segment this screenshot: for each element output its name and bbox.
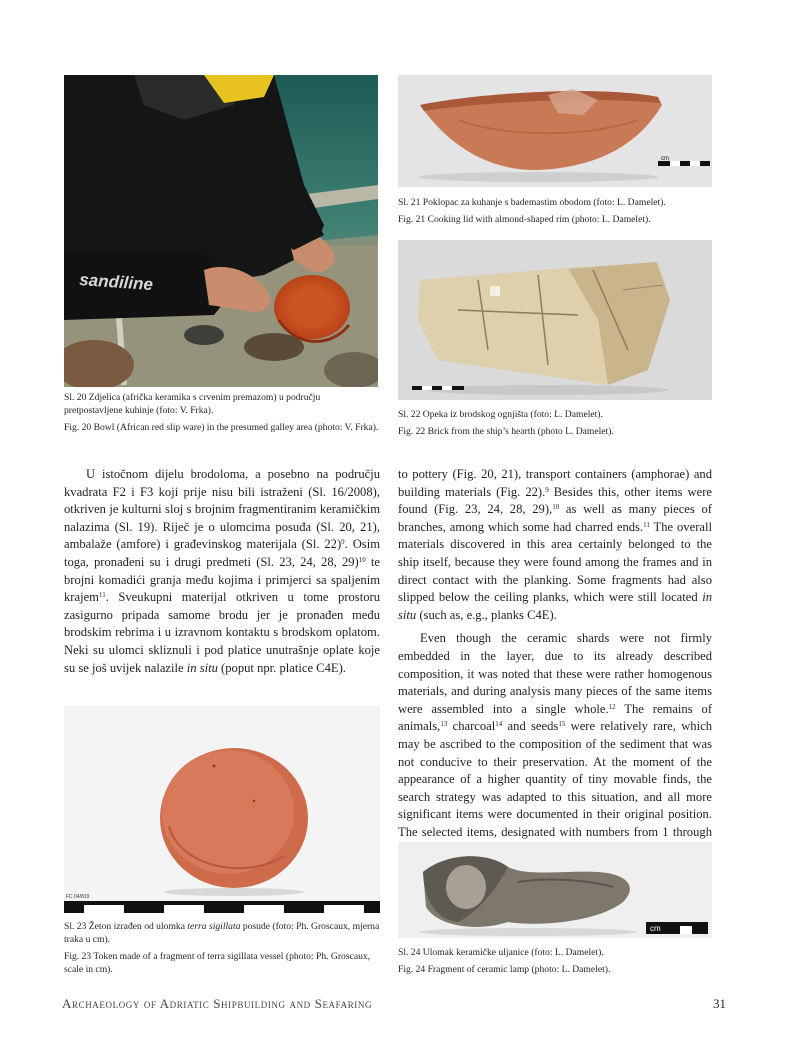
- fig21-caption-english: Fig. 21 Cooking lid with almond-shaped rim (photo: L. Damelet).: [398, 214, 651, 225]
- footnote-ref-15[interactable]: 15: [558, 720, 566, 729]
- fig23-image: [64, 706, 380, 913]
- diver-suit-brand: sandiline: [78, 270, 154, 295]
- english-text-b1: Even though the ceramic shards were not firmly embedded in the layer, due to its already described composition, it was noted that these were rather homogenous materials, and during analysis many pieces of the same items were assembled into a single whole.: [398, 631, 712, 716]
- fig20-photo: [64, 75, 378, 387]
- fig22-caption: [398, 408, 712, 438]
- fig23-caption-croatian-b: posude (foto: Ph. Groscaux, mjerna traka u cm).: [64, 921, 380, 945]
- footnote-ref-10-en[interactable]: 10: [552, 503, 560, 512]
- croatian-text-2: . Osim toga, pronađeni su i drugi predmeti (Sl. 23, 24, 28, 29): [64, 537, 380, 569]
- croatian-paragraph: [64, 466, 380, 677]
- english-text: [398, 466, 712, 859]
- fig21-caption: [398, 196, 712, 226]
- croatian-text-1: U istočnom dijelu brodoloma, a posebno na području kvadrata F2 i F3 koji prije nisu bili istraženi (Sl. 16/2008), otkriven je kulturni sloj s brojnim fragmentiranim keramičkim nalazima (Sl. 19). Riječ je o ulomcima posuđa (Sl. 20, 21), ambalaže (amfore) i građevinskog materijala (Sl. 22): [64, 467, 380, 552]
- fig24-caption-croatian: Sl. 24 Ulomak keramičke uljanice (foto: L. Damelet).: [398, 947, 604, 958]
- fig23-caption: [64, 920, 380, 976]
- fig20-caption-croatian: Sl. 20 Zdjelica (afrička keramika s crvenim premazom) u području pretpostavljene kuhinje (foto: V. Frka).: [64, 392, 321, 416]
- fig24-caption-english: Fig. 24 Fragment of ceramic lamp (photo: L. Damelet).: [398, 964, 611, 975]
- fig23-caption-croatian-a: Sl. 23 Žeton izrađen od ulomka: [64, 921, 188, 932]
- fig22-caption-english: Fig. 22 Brick from the ship’s hearth (photo L. Damelet).: [398, 426, 614, 437]
- running-title: Archaeology of Adriatic Shipbuilding and Seafaring: [62, 996, 373, 1011]
- english-text-b3: charcoal: [447, 719, 496, 734]
- fig24-image: [398, 842, 712, 938]
- fig24-scale-label: cm: [650, 924, 661, 933]
- english-text-b2: The remains of animals,: [398, 701, 713, 734]
- footnote-ref-11-en[interactable]: 11: [643, 520, 650, 529]
- fig20-caption-english: Fig. 20 Bowl (African red slip ware) in the presumed galley area (photo: V. Frka).: [64, 422, 379, 433]
- english-text-a4: The overall materials discovered in this area certainly belonged to the ship itself, because they were found among the frames and in direct contact with the planking. Some fragments had also slipped below the ceiling planks, which were still located: [398, 519, 712, 605]
- fig23-photo: [64, 706, 380, 913]
- page-footer: [62, 996, 726, 1014]
- footnote-ref-12[interactable]: 12: [608, 702, 616, 711]
- fig22-photo: [398, 240, 712, 400]
- fig23-caption-english: Fig. 23 Token made of a fragment of terra sigillata vessel (photo: Ph. Groscaux, scale in cm).: [64, 951, 371, 975]
- page-number: 31: [713, 996, 726, 1011]
- fig23-inventory-label: FC 04/819: [66, 894, 90, 900]
- footnote-ref-11[interactable]: 11: [98, 591, 106, 600]
- fig21-photo: [398, 75, 712, 187]
- footnote-ref-14[interactable]: 14: [495, 720, 503, 729]
- fig23-caption-croatian: [64, 920, 380, 946]
- english-text-a2: Besides this, other items were found (Fig. 23, 24, 28, 29),: [398, 484, 712, 517]
- english-text-b5: were relatively rare, which may be ascribed to the composition of the sediment that was not conducive to their preservation. At the moment of the appearance of a higher quantity of tiny movable finds, the search strategy was adapted to this situation, and all more significant items were documented in their original position. The selected items, designated with numbers from 1 through: [398, 719, 712, 839]
- fig22-caption-croatian: Sl. 22 Opeka iz brodskog ognjišta (foto: L. Damelet).: [398, 409, 603, 420]
- english-text-a1: to pottery (Fig. 20, 21), transport containers (amphorae) and building materials (Fig. 22).: [398, 467, 712, 499]
- footnote-ref-9[interactable]: 9: [341, 538, 345, 547]
- fig23-caption-croatian-em: terra sigillata: [187, 921, 241, 932]
- fig20-image: [64, 75, 378, 387]
- fig22-image: [398, 240, 712, 400]
- english-in-situ: in situ: [398, 590, 712, 622]
- croatian-text-3: te brojni komadići granja među kojima i primjerci sa spaljenim krajem: [64, 554, 380, 605]
- english-text-b4: and seeds: [502, 719, 559, 734]
- footnote-ref-9-en[interactable]: 9: [545, 485, 549, 494]
- fig24-photo: [398, 842, 712, 938]
- english-text-a5: (such as, e.g., planks C4E).: [416, 607, 557, 622]
- footnote-ref-13[interactable]: 13: [440, 720, 448, 729]
- footnote-ref-10[interactable]: 10: [358, 555, 366, 564]
- fig21-image: [398, 75, 712, 187]
- fig21-caption-croatian: Sl. 21 Poklopac za kuhanje s bademastim obodom (foto: L. Damelet).: [398, 197, 666, 208]
- fig21-scale-label: cm: [661, 156, 669, 162]
- fig20-caption: [64, 391, 380, 434]
- croatian-in-situ: in situ: [186, 660, 218, 675]
- croatian-text-4: . Sveukupni materijal otkriven u tome prostoru zasigurno pripada samome brodu jer je pronađen među brodskim rebrima i u izravnom kontaktu s brodskom oplatom. Neki su ulomci skliznuli i pod platice unutrašnje oplate koje su se još uvijek nalazile: [64, 590, 380, 675]
- english-text-a3: as well as many pieces of branches, among which some had charred ends.: [398, 502, 712, 534]
- fig24-caption: [398, 946, 712, 976]
- croatian-text-5: (poput npr. platice C4E).: [217, 660, 346, 675]
